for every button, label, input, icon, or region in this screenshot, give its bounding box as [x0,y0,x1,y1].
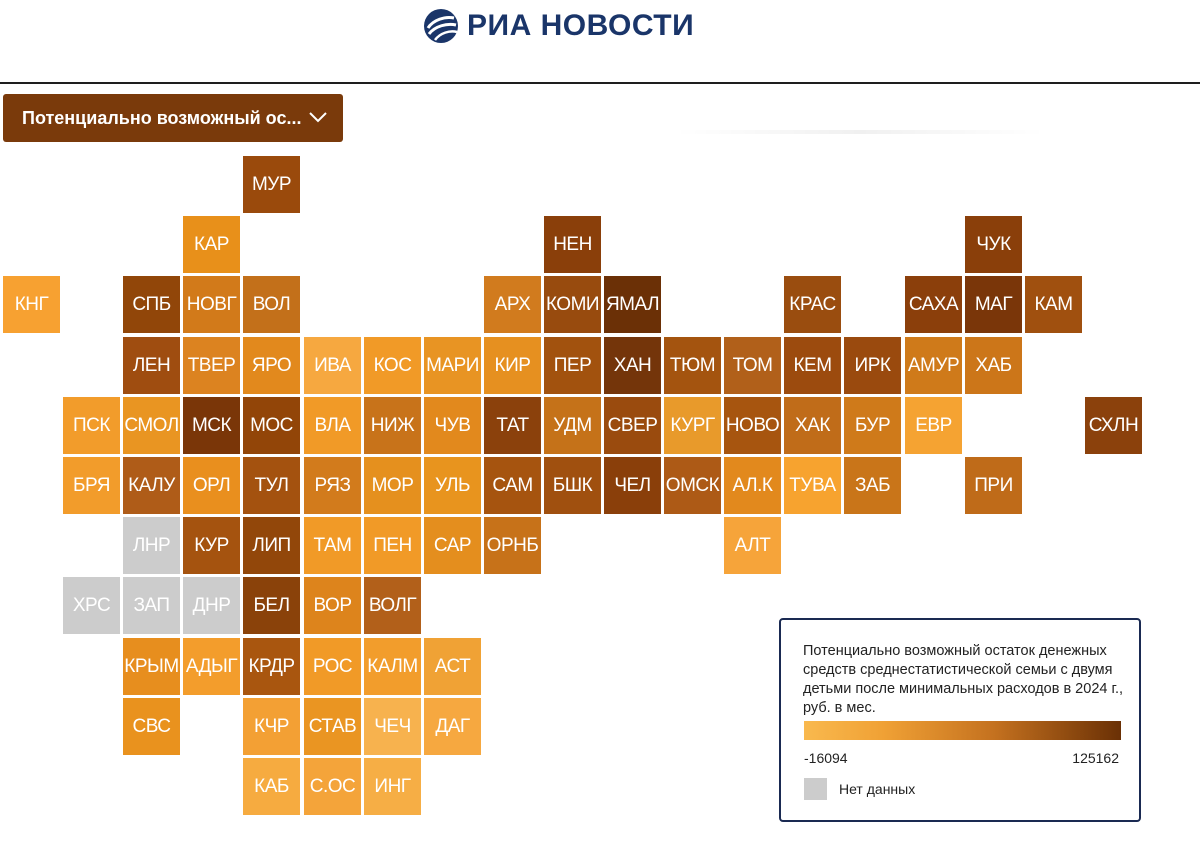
region-tile[interactable]: ЕВР [905,397,962,454]
region-tile[interactable]: ТАТ [484,397,541,454]
region-tile[interactable]: ТУЛ [243,457,300,514]
globe-icon [423,8,459,44]
region-tile[interactable]: ОРНБ [484,517,541,574]
region-tile[interactable]: КРДР [243,638,300,695]
region-tile[interactable]: ОРЛ [183,457,240,514]
region-tile[interactable]: МОС [243,397,300,454]
region-tile[interactable]: ОМСК [664,457,721,514]
region-tile[interactable]: ТЮМ [664,337,721,394]
region-tile[interactable]: ХАН [604,337,661,394]
region-tile[interactable]: ХАК [784,397,841,454]
region-tile[interactable]: КУР [183,517,240,574]
divider-shadow [675,130,1045,134]
region-tile[interactable]: ХРС [63,577,120,634]
region-tile[interactable]: ХАБ [965,337,1022,394]
legend-color-scale [804,721,1121,740]
region-tile[interactable]: САР [424,517,481,574]
region-tile[interactable]: НИЖ [364,397,421,454]
region-tile[interactable]: ТВЕР [183,337,240,394]
legend-max-value: 125162 [1072,750,1119,766]
region-tile[interactable]: С.ОС [304,758,361,815]
region-tile[interactable]: КОМИ [544,276,601,333]
nodata-label: Нет данных [839,781,916,797]
region-tile[interactable]: ЧЕЛ [604,457,661,514]
region-tile[interactable]: КАЛМ [364,638,421,695]
region-tile[interactable]: УЛЬ [424,457,481,514]
region-tile[interactable]: КАБ [243,758,300,815]
region-tile[interactable]: ЧУВ [424,397,481,454]
region-tile[interactable]: МСК [183,397,240,454]
region-tile[interactable]: МАРИ [424,337,481,394]
region-tile[interactable]: МУР [243,156,300,213]
region-tile[interactable]: КУРГ [664,397,721,454]
region-tile[interactable]: САХА [905,276,962,333]
region-tile[interactable]: РЯЗ [304,457,361,514]
region-tile[interactable]: КАЛУ [123,457,180,514]
brand-logo[interactable] [423,6,694,46]
region-tile[interactable]: ИВА [304,337,361,394]
region-tile[interactable]: НЕН [544,216,601,273]
region-tile[interactable]: КРЫМ [123,638,180,695]
region-tile[interactable]: СТАВ [304,698,361,755]
legend [779,618,1141,822]
region-tile[interactable]: КЕМ [784,337,841,394]
region-tile[interactable]: БУР [844,397,901,454]
region-tile[interactable]: ВОЛ [243,276,300,333]
region-tile[interactable]: СМОЛ [123,397,180,454]
region-tile[interactable]: КАМ [1025,276,1082,333]
region-tile[interactable]: ВЛА [304,397,361,454]
region-tile[interactable]: МОР [364,457,421,514]
region-tile[interactable]: ВОЛГ [364,577,421,634]
region-tile[interactable]: ЛЕН [123,337,180,394]
region-tile[interactable]: ТАМ [304,517,361,574]
region-tile[interactable]: МАГ [965,276,1022,333]
chevron-down-icon [309,110,327,124]
region-tile[interactable]: КРАС [784,276,841,333]
region-tile[interactable]: ЗАП [123,577,180,634]
region-tile[interactable]: КЧР [243,698,300,755]
region-tile[interactable]: КИР [484,337,541,394]
region-tile[interactable]: САМ [484,457,541,514]
region-tile[interactable]: ЯМАЛ [604,276,661,333]
region-tile[interactable]: НОВО [724,397,781,454]
nodata-swatch [804,778,827,800]
region-tile[interactable]: АСТ [424,638,481,695]
region-tile[interactable]: ПСК [63,397,120,454]
region-tile[interactable]: ТУВА [784,457,841,514]
region-tile[interactable]: УДМ [544,397,601,454]
brand-name: РИА НОВОСТИ [467,9,695,42]
region-tile[interactable]: СХЛН [1085,397,1142,454]
legend-min-value: -16094 [804,750,848,766]
region-tile[interactable]: ВОР [304,577,361,634]
region-tile[interactable]: ПЕН [364,517,421,574]
region-tile[interactable]: ЯРО [243,337,300,394]
region-tile[interactable]: АРХ [484,276,541,333]
region-tile[interactable]: ПРИ [965,457,1022,514]
region-tile[interactable]: ЛНР [123,517,180,574]
region-tile[interactable]: ИРК [844,337,901,394]
region-tile[interactable]: СВС [123,698,180,755]
region-tile[interactable]: АДЫГ [183,638,240,695]
header-divider [0,82,1200,84]
region-tile[interactable]: КНГ [3,276,60,333]
region-tile[interactable]: КОС [364,337,421,394]
region-tile[interactable]: АЛ.К [724,457,781,514]
dropdown-label: Потенциально возможный ос... [22,108,302,128]
region-tile[interactable]: АЛТ [724,517,781,574]
region-tile[interactable]: БРЯ [63,457,120,514]
region-tile[interactable]: БЕЛ [243,577,300,634]
region-tile[interactable]: СВЕР [604,397,661,454]
region-tile[interactable]: БШК [544,457,601,514]
region-tile[interactable]: ДНР [183,577,240,634]
region-tile[interactable]: КАР [183,216,240,273]
legend-title: Потенциально возможный остаток денежных средств среднестатистической семьи с двумя детьми после минимальных расходов в 2024 г., руб. в мес. [803,643,1124,716]
region-tile[interactable]: НОВГ [183,276,240,333]
region-tile[interactable]: ПЕР [544,337,601,394]
metric-dropdown[interactable] [3,94,343,142]
region-tile[interactable]: ЧЕЧ [364,698,421,755]
header [0,0,1200,82]
region-tile[interactable]: ТОМ [724,337,781,394]
region-tile[interactable]: ДАГ [424,698,481,755]
region-tile[interactable]: ЧУК [965,216,1022,273]
region-tile[interactable]: РОС [304,638,361,695]
region-tile[interactable]: ИНГ [364,758,421,815]
region-tile[interactable]: АМУР [905,337,962,394]
region-tile[interactable]: ЗАБ [844,457,901,514]
region-tile[interactable]: СПБ [123,276,180,333]
region-tile[interactable]: ЛИП [243,517,300,574]
